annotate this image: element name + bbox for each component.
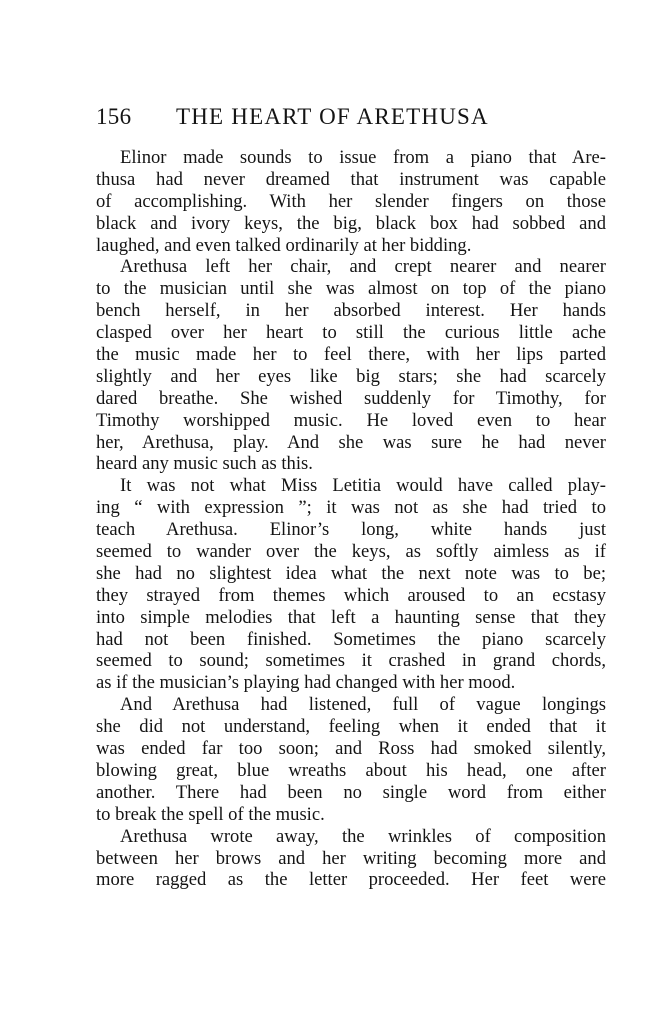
text-line: they strayed from themes which aroused to an ecstasy — [96, 584, 606, 606]
running-title: THE HEART OF ARETHUSA — [176, 104, 489, 129]
text-line: Timothy worshipped music. He loved even to hear — [96, 409, 606, 431]
body-text — [96, 147, 606, 891]
text-line: into simple melodies that left a haunting sense that they — [96, 606, 606, 628]
text-line: heard any music such as this. — [96, 453, 313, 475]
page-number: 156 — [96, 104, 132, 129]
text-line: to the musician until she was almost on top of the piano — [96, 278, 606, 300]
text-line: had not been finished. Sometimes the piano scarcely — [96, 628, 606, 650]
text-line: black and ivory keys, the big, black box had sobbed and — [96, 212, 606, 234]
text-line: she had no slightest idea what the next note was to be; — [96, 562, 606, 584]
text-line: laughed, and even talked ordinarily at her bidding. — [96, 234, 472, 256]
text-line: was ended far too soon; and Ross had smoked silently, — [96, 738, 606, 760]
text-line: dared breathe. She wished suddenly for Timothy, for — [96, 387, 606, 409]
text-line: blowing great, blue wreaths about his head, one after — [96, 759, 606, 781]
text-line: as if the musician’s playing had changed with her mood. — [96, 672, 516, 694]
text-line: clasped over her heart to still the curious little ache — [96, 322, 606, 344]
text-line: slightly and her eyes like big stars; she had scarcely — [96, 365, 606, 387]
text-line: Elinor made sounds to issue from a piano that Are- — [120, 147, 606, 168]
text-line: ing “ with expression ”; it was not as she had tried to — [96, 497, 606, 519]
text-line: the music made her to feel there, with her lips parted — [96, 344, 606, 366]
text-line: between her brows and her writing becoming more and — [96, 847, 606, 869]
text-line: thusa had never dreamed that instrument was capable — [96, 168, 606, 190]
text-line: Arethusa left her chair, and crept nearer and nearer — [120, 256, 606, 278]
text-line: And Arethusa had listened, full of vague longings — [120, 694, 606, 716]
text-line: more ragged as the letter proceeded. Her feet were — [96, 869, 606, 891]
text-line: her, Arethusa, play. And she was sure he had never — [96, 431, 606, 453]
text-line: she did not understand, feeling when it ended that it — [96, 716, 606, 738]
running-header — [96, 102, 526, 132]
text-line: teach Arethusa. Elinor’s long, white hands just — [96, 519, 606, 541]
text-line: another. There had been no single word from either — [96, 781, 606, 803]
text-line: of accomplishing. With her slender fingers on those — [96, 190, 606, 212]
text-line: to break the spell of the music. — [96, 803, 325, 825]
text-line: seemed to wander over the keys, as softly aimless as if — [96, 541, 606, 563]
text-line: It was not what Miss Letitia would have called play- — [120, 475, 606, 497]
text-line: seemed to sound; sometimes it crashed in grand chords, — [96, 650, 606, 672]
text-line: bench herself, in her absorbed interest. Her hands — [96, 300, 606, 322]
text-line: Arethusa wrote away, the wrinkles of composition — [120, 825, 606, 847]
